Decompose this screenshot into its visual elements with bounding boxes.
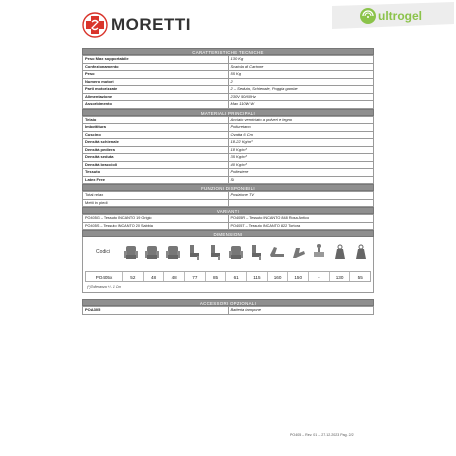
variant-row bbox=[83, 215, 374, 223]
tech-spec-row bbox=[83, 71, 374, 79]
accessory-label: POA305 bbox=[83, 307, 229, 315]
material-spec-label: Latex Free bbox=[83, 176, 229, 184]
tech-spec-label: Numero motori bbox=[83, 78, 229, 86]
material-spec-row bbox=[83, 154, 374, 162]
function-label: Metti in piedi bbox=[83, 199, 229, 207]
chair-depth-icon bbox=[246, 241, 267, 263]
accessory-row bbox=[83, 307, 374, 315]
tech-spec-value: Scatola di Cartone bbox=[228, 63, 374, 71]
ultrogel-logo bbox=[332, 2, 454, 30]
material-spec-label: Densità braccioli bbox=[83, 161, 229, 169]
tech-spec-value: Max 110W W bbox=[228, 101, 374, 109]
section-header-materials: MATERIALI PRINCIPALI bbox=[82, 109, 374, 116]
dimension-value: - bbox=[308, 272, 329, 281]
tolerance-note: (*)Tolleranza +/- 1 Cm bbox=[87, 285, 122, 289]
dimension-value: 160 bbox=[267, 272, 288, 281]
material-spec-row bbox=[83, 161, 374, 169]
tech-spec-label: Assorbimento bbox=[83, 101, 229, 109]
dimension-value: 115 bbox=[246, 272, 267, 281]
material-spec-label: Densità seduta bbox=[83, 154, 229, 162]
accessory-value: Batteria tampone bbox=[228, 307, 374, 315]
tech-spec-label: Peso bbox=[83, 71, 229, 79]
dimension-value: 150 bbox=[287, 272, 308, 281]
max-weight-icon bbox=[329, 241, 350, 263]
tech-spec-label: Alimentazione bbox=[83, 93, 229, 101]
page-footer: PO405 – Rev. 01 – 27.12.2023 Pag. 2/2 bbox=[290, 433, 354, 437]
seat-depth-icon bbox=[142, 241, 163, 263]
partner-name: ultrogel bbox=[378, 9, 422, 23]
moretti-cross-icon bbox=[82, 12, 108, 38]
dimension-value: 85 bbox=[205, 272, 226, 281]
material-spec-row bbox=[83, 139, 374, 147]
variant-code: PO405G – Tessuto INCANTO 19 Grigio bbox=[83, 215, 229, 223]
tech-spec-row bbox=[83, 86, 374, 94]
material-spec-value: 18-22 Kg/m³ bbox=[228, 139, 374, 147]
tech-spec-row bbox=[83, 56, 374, 64]
function-value: Posizione TV bbox=[228, 192, 374, 200]
dimension-value: 55 bbox=[349, 272, 370, 281]
tech-spec-label: Peso Max sopportabile bbox=[83, 56, 229, 64]
product-weight-icon bbox=[350, 241, 371, 263]
tech-spec-row bbox=[83, 93, 374, 101]
material-spec-label: Densità pediera bbox=[83, 146, 229, 154]
spec-sheet bbox=[82, 48, 374, 315]
tech-spec-value: 2 – Seduta, Schienale, Poggia gambe bbox=[228, 86, 374, 94]
function-label: Total relax bbox=[83, 192, 229, 200]
lift-height-icon bbox=[288, 241, 309, 263]
tech-spec-label: Confezionamento bbox=[83, 63, 229, 71]
seat-width-icon bbox=[121, 241, 142, 263]
section-header-dimensions: DIMENSIONI bbox=[82, 230, 374, 237]
material-spec-row bbox=[83, 176, 374, 184]
material-spec-value: Poliestere bbox=[228, 169, 374, 177]
codes-label: Codici bbox=[96, 249, 110, 255]
material-spec-label: Cuscino bbox=[83, 131, 229, 139]
material-spec-label: Imbottitura bbox=[83, 124, 229, 132]
reclined-length-icon bbox=[267, 241, 288, 263]
seat-height-icon bbox=[163, 241, 184, 263]
dimension-value: 61 bbox=[225, 272, 246, 281]
dimensions-values-row bbox=[85, 271, 371, 282]
materials-table bbox=[82, 116, 374, 185]
material-spec-label: Densità schienale bbox=[83, 139, 229, 147]
material-spec-value: 35 Kg/m³ bbox=[228, 154, 374, 162]
accessories-table bbox=[82, 306, 374, 315]
chair-height-icon bbox=[204, 241, 225, 263]
tech-spec-row bbox=[83, 63, 374, 71]
function-row bbox=[83, 192, 374, 200]
material-spec-value: Poliuretano bbox=[228, 124, 374, 132]
tech-spec-row bbox=[83, 101, 374, 109]
material-spec-value: Sì bbox=[228, 176, 374, 184]
dimensions-icon-row bbox=[85, 241, 371, 263]
section-header-variants: VARIANTI bbox=[82, 207, 374, 214]
dimensions-block bbox=[82, 237, 374, 293]
tech-spec-label: Parti motorizzate bbox=[83, 86, 229, 94]
dimension-value: 77 bbox=[184, 272, 205, 281]
model-code: PO405x bbox=[95, 275, 113, 280]
tech-spec-value: 55 Kg bbox=[228, 71, 374, 79]
brand-name: MORETTI bbox=[111, 15, 191, 34]
section-header-functions: FUNZIONI DISPONIBILI bbox=[82, 184, 374, 191]
material-spec-value: 18 Kg/m³ bbox=[228, 146, 374, 154]
material-spec-label: Telaio bbox=[83, 116, 229, 124]
material-spec-value: Ovatta 6 Cm bbox=[228, 131, 374, 139]
material-spec-value: 40 Kg/m³ bbox=[228, 161, 374, 169]
dimension-value: 52 bbox=[122, 272, 143, 281]
variant-code: PO405T – Tessuto INCANTO 822 Tortora bbox=[228, 222, 374, 230]
tech-spec-value: 2 bbox=[228, 78, 374, 86]
dimension-value: 48 bbox=[143, 272, 164, 281]
section-header-tech: CARATTERISTICHE TECNICHE bbox=[82, 48, 374, 55]
variant-row bbox=[83, 222, 374, 230]
functions-table bbox=[82, 191, 374, 207]
dimension-value: 48 bbox=[163, 272, 184, 281]
variant-code: PO405R – Tessuto INCANTO 848 Rosa Antico bbox=[228, 215, 374, 223]
backrest-height-icon bbox=[183, 241, 204, 263]
material-spec-row bbox=[83, 131, 374, 139]
variant-code: PO405S – Tessuto INCANTO 20 Sabbia bbox=[83, 222, 229, 230]
sit-to-stand-icon bbox=[308, 241, 329, 263]
function-value bbox=[228, 199, 374, 207]
material-spec-row bbox=[83, 169, 374, 177]
material-spec-row bbox=[83, 124, 374, 132]
section-header-accessories: ACCESSORI OPZIONALI bbox=[82, 299, 374, 306]
material-spec-value: Acciaio verniciato a polveri e legno bbox=[228, 116, 374, 124]
tech-table bbox=[82, 55, 374, 109]
material-spec-row bbox=[83, 146, 374, 154]
variants-table bbox=[82, 214, 374, 230]
chair-width-icon bbox=[225, 241, 246, 263]
material-spec-row bbox=[83, 116, 374, 124]
moretti-logo bbox=[82, 12, 191, 38]
dimension-value: 130 bbox=[329, 272, 350, 281]
function-row bbox=[83, 199, 374, 207]
tech-spec-value: 130 Kg bbox=[228, 56, 374, 64]
material-spec-label: Tessuto bbox=[83, 169, 229, 177]
tech-spec-value: 230V 50/60Hz bbox=[228, 93, 374, 101]
tech-spec-row bbox=[83, 78, 374, 86]
